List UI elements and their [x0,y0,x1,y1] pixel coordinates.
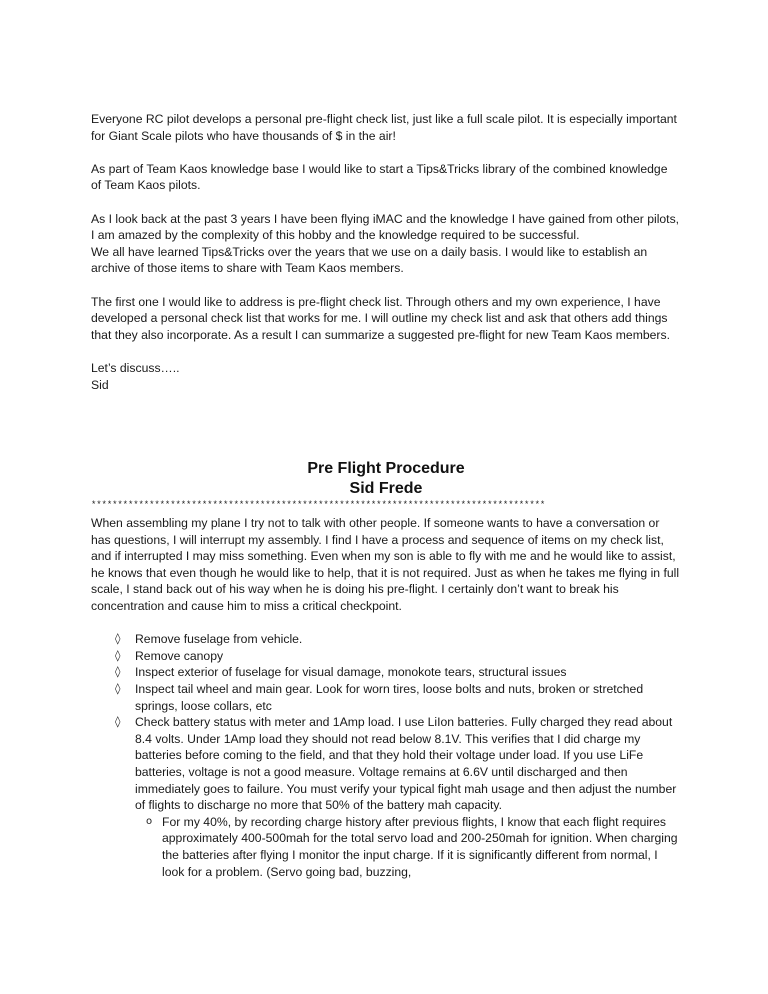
checklist-item-text: Remove canopy [135,648,224,663]
separator-line: ************************************************************************************** [91,500,546,511]
signoff [91,360,681,393]
checklist-item [115,714,681,880]
intro-paragraph: The first one I would like to address is pre-flight check list. Through others and my own experience, I have developed a personal check list that works for me. I will outline my check list and ask that others add things that they also incorporate. As a result I can summarize a suggested pre-flight for new Team Kaos members. [91,294,670,342]
checklist-item [115,631,681,648]
procedure-intro: When assembling my plane I try not to talk with other people. If someone wants to have a conversation or has questions, I will interrupt my assembly. I find I have a process and sequence of items on my check list, and if interrupted I may miss something. Even when my son is able to fly with me and he would like to assist, he knows that even though he would like to help, that it is not required. Just as when he takes me flying in full scale, I stand back out of his way when he is doing his pre-flight. I certainly don’t want to break his concentration and cause him to miss a critical checkpoint. [91,516,680,614]
checklist-item-text: Remove fuselage from vehicle. [135,632,303,647]
checklist-item [115,681,681,714]
document-body [91,111,681,880]
signoff-name: Sid [91,377,109,392]
procedure-header [91,459,681,499]
checklist-item-text: Inspect exterior of fuselage for visual damage, monokote tears, structural issues [135,665,567,680]
diamond-bullet-icon: ◊ [115,632,121,646]
diamond-bullet-icon: ◊ [115,648,121,662]
checklist-item [115,648,681,665]
diamond-bullet-icon: ◊ [115,665,121,679]
signoff-line: Let’s discuss….. [91,360,180,375]
sub-checklist-item-text: For my 40%, by recording charge history after previous flights, I know that each flight requires approximately 400-500mah for the total servo load and 200-250mah for ignition. When charging the batteries after flying I monitor the input charge. If it is significantly different from normal, I look for a problem. (Servo going bad, buzzing, [162,814,678,879]
checklist [91,631,681,880]
procedure-title: Pre Flight Procedure [307,460,465,478]
procedure-author: Sid Frede [349,480,423,498]
checklist-item-text: Check battery status with meter and 1Amp load. I use LiIon batteries. Fully charged they read about 8.4 volts. Under 1Amp load they should not read below 8.1V. This verifies that I did charge my batteries before coming to the field, and that they hold their voltage under load. If you use LiFe batteries, voltage is not a good measure. Voltage remains at 6.6V until discharged and then immediately goes to failure. You must verify your typical fight mah usage and then adjust the number of flights to discharge no more that 50% of the battery mah capacity. [135,715,677,813]
circle-bullet-icon: o [146,815,153,827]
sub-checklist [135,814,681,880]
intro-paragraph: Everyone RC pilot develops a personal pre-flight check list, just like a full scale pilot. It is especially important for Giant Scale pilots who have thousands of $ in the air! [91,112,677,143]
diamond-bullet-icon: ◊ [115,715,121,729]
checklist-item [115,664,681,681]
intro-paragraph-group [91,211,681,277]
sub-checklist-item [146,814,681,880]
intro-paragraph: As I look back at the past 3 years I have been flying iMAC and the knowledge I have gained from other pilots, I am amazed by the complexity of this hobby and the knowledge required to be successful. [91,211,680,243]
intro-paragraph: We all have learned Tips&Tricks over the years that we use on a daily basis. I would like to establish an archive of those items to share with Team Kaos members. [91,244,648,276]
checklist-item-text: Inspect tail wheel and main gear. Look for worn tires, loose bolts and nuts, broken or stretched springs, loose collars, etc [135,682,644,713]
intro-paragraph: As part of Team Kaos knowledge base I would like to start a Tips&Tricks library of the combined knowledge of Team Kaos pilots. [91,161,668,193]
diamond-bullet-icon: ◊ [115,682,121,696]
